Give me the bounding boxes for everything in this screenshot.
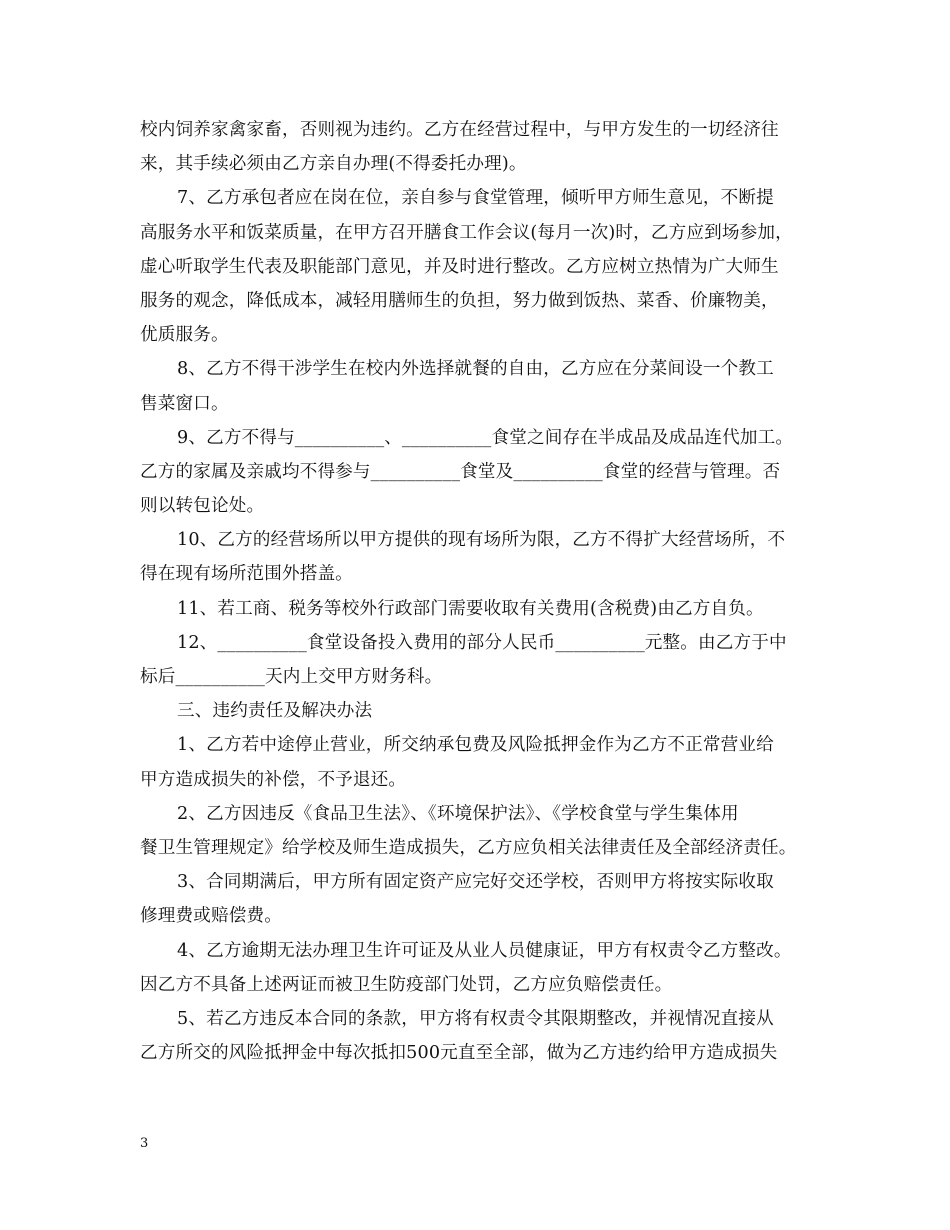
text-line: 5、若乙方违反本合同的条款，甲方将有权责令其限期整改，并视情况直接从 — [177, 1008, 774, 1029]
text-line: 修理费或赔偿费。 — [140, 906, 282, 927]
text-line: 4、乙方逾期无法办理卫生许可证及从业人员健康证，甲方有权责令乙方整改。 — [177, 940, 792, 961]
text-line: 甲方造成损失的补偿，不予退还。 — [140, 769, 407, 790]
text-line: 餐卫生管理规定》给学校及师生造成损失，乙方应负相关法律责任及全部经济责任。 — [140, 837, 797, 858]
text-line: 则以转包论处。 — [140, 496, 265, 517]
text-line: 售菜窗口。 — [140, 393, 229, 414]
text-line: 来，其手续必须由乙方亲自办理(不得委托办理)。 — [140, 154, 527, 175]
text-line: 2、乙方因违反《食品卫生法》、《环境保护法》、《学校食堂与学生集体用 — [177, 803, 739, 824]
text-line: 3、合同期满后，甲方所有固定资产应完好交还学校，否则甲方将按实际收取 — [177, 872, 774, 893]
text-line: 校内饲养家禽家畜，否则视为违约。乙方在经营过程中，与甲方发生的一切经济往 — [140, 120, 779, 140]
page-number: 3 — [140, 1136, 149, 1151]
text-line: 7、乙方承包者应在岗在位，亲自参与食堂管理，倾听甲方师生意见，不断提 — [177, 188, 774, 209]
text-line: 乙方的家属及亲戚均不得参与__________食堂及__________食堂的经营与管理。否 — [140, 461, 781, 482]
text-line: 标后__________天内上交甲方财务科。 — [140, 667, 443, 687]
text-line: 12、__________食堂设备投入费用的部分人民币__________元整。由乙方于中 — [177, 632, 787, 653]
text-line: 高服务水平和饭菜质量，在甲方召开膳食工作会议(每月一次)时，乙方应到场参加， — [140, 222, 793, 243]
text-line: 虚心听取学生代表及职能部门意见，并及时进行整改。乙方应树立热情为广大师生 — [140, 256, 779, 277]
text-line: 乙方所交的风险抵押金中每次抵扣500元直至全部，做为乙方违约给甲方造成损失 — [140, 1043, 778, 1064]
text-line: 1、乙方若中途停止营业，所交纳承包费及风险抵押金作为乙方不正常营业给 — [177, 735, 774, 756]
section-heading: 三、违约责任及解决办法 — [177, 701, 373, 722]
text-line: 9、乙方不得与__________、__________食堂之间存在半成品及成品连代加工。 — [177, 427, 794, 448]
text-line: 得在现有场所范围外搭盖。 — [140, 564, 353, 585]
text-line: 11、若工商、税务等校外行政部门需要收取有关费用(含税费)由乙方自负。 — [177, 598, 764, 619]
text-line: 因乙方不具备上述两证而被卫生防疫部门处罚，乙方应负赔偿责任。 — [140, 974, 673, 995]
text-line: 服务的观念，降低成本，减轻用膳师生的负担，努力做到饭热、菜香、价廉物美， — [140, 290, 779, 311]
document-body — [140, 113, 820, 1070]
text-line: 10、乙方的经营场所以甲方提供的现有场所为限，乙方不得扩大经营场所，不 — [177, 530, 786, 551]
text-line: 8、乙方不得干涉学生在校内外选择就餐的自由，乙方应在分菜间设一个教工 — [177, 359, 774, 380]
text-line: 优质服务。 — [140, 325, 229, 346]
